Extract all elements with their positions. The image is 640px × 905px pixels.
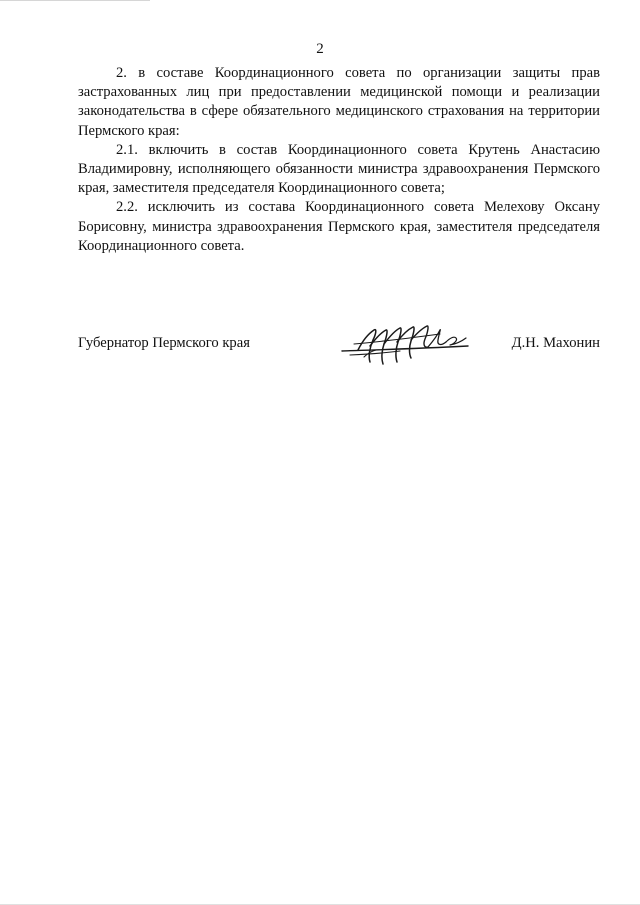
- paragraph-2-2: 2.2. исключить из состава Координационного совета Мелехову Оксану Борисовну, министра здравоохранения Пермского края, заместителя председателя Координационного совета.: [78, 199, 600, 254]
- paragraph-2-1: 2.1. включить в состав Координационного совета Крутень Анастасию Владимировну, исполняющего обязанности министра здравоохранения Пермского края, заместителя председателя Координационного совета;: [78, 141, 600, 197]
- signer-name: Д.Н. Махонин: [511, 335, 600, 351]
- signer-title: Губернатор Пермского края: [78, 335, 250, 351]
- document-body: [78, 64, 600, 256]
- handwritten-signature-icon: [340, 320, 472, 368]
- paragraph-2: 2. в составе Координационного совета по организации защиты прав застрахованных лиц при предоставлении медицинской помощи и реализации законодательства в сфере обязательного медицинского страхования на территории Пермского края:: [78, 65, 600, 139]
- signature-block: [78, 320, 600, 370]
- page-number: 2: [316, 41, 324, 57]
- scan-edge-top: [0, 0, 150, 1]
